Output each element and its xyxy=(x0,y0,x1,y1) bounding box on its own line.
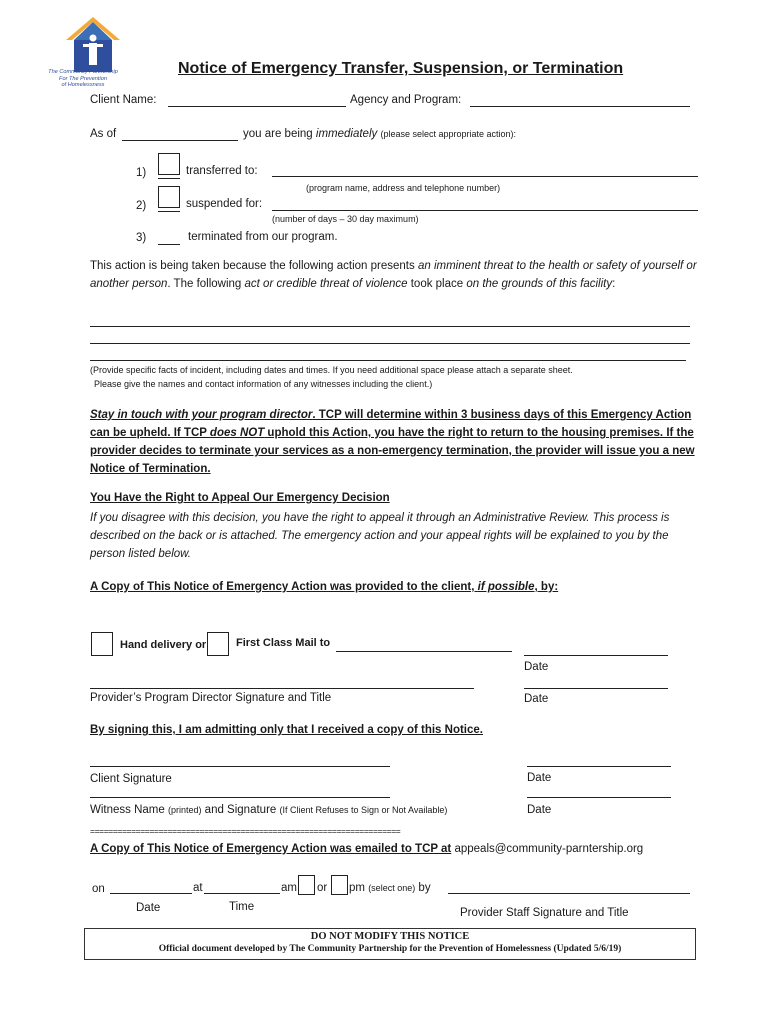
facts-note-2: Please give the names and contact information of any witnesses including the client.) xyxy=(94,379,433,389)
or-label: or xyxy=(317,882,328,894)
emailed-label: A Copy of This Notice of Emergency Action was emailed to TCP at xyxy=(90,843,452,855)
first-class-label: First Class Mail to xyxy=(236,637,331,649)
action-text-1: This action is being taken because the following action presents xyxy=(90,260,418,272)
immediately-text: immediately xyxy=(315,128,378,140)
option-2-label: suspended for: xyxy=(186,198,263,210)
stay-text-3: does NOT xyxy=(209,427,265,439)
client-date-field[interactable] xyxy=(527,766,671,767)
on-label: on xyxy=(92,883,105,895)
on-date-field[interactable] xyxy=(110,893,192,894)
being-text-row xyxy=(243,128,516,140)
as-of-label: As of xyxy=(90,128,117,140)
logo-line-3: of Homelessness xyxy=(61,82,105,88)
witness-date-label: Date xyxy=(527,804,552,816)
witness-text-3: and Signature xyxy=(201,804,280,816)
pm-label: pm xyxy=(349,882,365,894)
provider-signature-field[interactable] xyxy=(90,688,474,689)
time-label: Time xyxy=(229,901,255,913)
action-text-5: took place xyxy=(407,277,467,290)
select-action-text: (please select appropriate action): xyxy=(380,129,517,139)
facts-note-1: (Provide specific facts of incident, including dates and times. If you need additional space please attach a separate sheet. xyxy=(90,365,573,375)
stay-text-1: Stay in touch with your program director xyxy=(90,409,313,421)
emailed-row xyxy=(90,843,643,855)
provider-date-field[interactable] xyxy=(524,688,668,689)
client-date-label: Date xyxy=(527,772,552,784)
pm-checkbox[interactable] xyxy=(331,875,348,895)
provider-signature-label: Provider’s Program Director Signature and Title xyxy=(90,692,332,704)
provider-date-label: Date xyxy=(524,693,549,705)
at-time-field[interactable] xyxy=(204,893,280,894)
action-text-6: on the grounds of this facility xyxy=(466,277,613,290)
copy-heading-3: , by: xyxy=(534,581,559,593)
witness-label xyxy=(90,804,447,816)
being-text: you are being xyxy=(243,128,313,140)
stay-in-touch-paragraph xyxy=(90,406,700,478)
by-label: by xyxy=(418,882,431,894)
option-2-checkbox[interactable] xyxy=(158,186,180,208)
provider-staff-signature-field[interactable] xyxy=(448,893,690,894)
as-of-date-field[interactable] xyxy=(122,140,238,141)
witness-signature-field[interactable] xyxy=(90,797,390,798)
appeals-email: appeals@community-parntership.org xyxy=(454,843,644,855)
on-date-label: Date xyxy=(136,902,161,914)
action-text-3: . The following xyxy=(167,277,245,290)
separator: ==================================================================== xyxy=(90,826,401,836)
delivery-date-label: Date xyxy=(524,661,549,673)
house-person-logo-icon xyxy=(58,14,128,76)
action-text-2: an imminent threat to the health or safety of yourself or another person xyxy=(90,260,697,290)
am-label: am xyxy=(281,882,297,894)
copy-heading-1: A Copy of This Notice of Emergency Action was provided to the client, xyxy=(90,581,478,593)
footer-line-2: Official document developed by The Community Partnership for the Prevention of Homelessness (Updated 5/6/19) xyxy=(158,944,622,954)
option-3-check-field[interactable] xyxy=(158,244,180,245)
appeal-text: If you disagree with this decision, you have the right to appeal it through an Administrative Review. This process is described on the back or is attached. The emergency action and your appeal rights will be explained to you by the person listed below. xyxy=(90,512,670,560)
transfer-to-field[interactable] xyxy=(272,176,698,177)
facts-line-1[interactable] xyxy=(90,326,690,327)
copy-heading xyxy=(90,581,558,593)
hand-delivery-checkbox[interactable] xyxy=(91,632,113,656)
pm-row xyxy=(349,882,431,894)
option-1-box-underline xyxy=(158,178,180,179)
hand-delivery-label: Hand delivery or xyxy=(120,639,207,651)
agency-label: Agency and Program: xyxy=(350,94,462,106)
logo xyxy=(44,14,122,92)
suspended-for-field[interactable] xyxy=(272,210,698,211)
footer-line-1: DO NOT MODIFY THIS NOTICE xyxy=(310,931,470,942)
option-3-label: terminated from our program. xyxy=(188,231,338,243)
option-3-number: 3) xyxy=(136,232,147,244)
am-checkbox[interactable] xyxy=(298,875,315,895)
option-2-hint: (number of days – 30 day maximum) xyxy=(272,214,419,224)
delivery-date-field[interactable] xyxy=(524,655,668,656)
client-name-label: Client Name: xyxy=(90,94,157,106)
client-name-field[interactable] xyxy=(168,106,346,107)
select-one-text: (select one) xyxy=(368,883,416,893)
client-signature-field[interactable] xyxy=(90,766,390,767)
first-class-checkbox[interactable] xyxy=(207,632,229,656)
option-1-label: transferred to: xyxy=(186,165,258,177)
witness-text-4: (If Client Refuses to Sign or Not Available) xyxy=(279,805,448,815)
provider-staff-label: Provider Staff Signature and Title xyxy=(460,907,629,919)
option-1-checkbox[interactable] xyxy=(158,153,180,175)
mail-to-field[interactable] xyxy=(336,651,512,652)
agency-field[interactable] xyxy=(470,106,690,107)
copy-heading-2: if possible xyxy=(477,581,535,593)
witness-text-2: (printed) xyxy=(167,805,202,815)
action-text-colon: : xyxy=(612,277,616,290)
client-signature-label: Client Signature xyxy=(90,773,172,785)
facts-line-2[interactable] xyxy=(90,343,690,344)
witness-date-field[interactable] xyxy=(527,797,671,798)
option-1-hint: (program name, address and telephone number) xyxy=(306,183,501,193)
action-paragraph xyxy=(90,258,698,293)
appeal-heading: You Have the Right to Appeal Our Emergency Decision xyxy=(90,492,390,504)
option-2-box-underline xyxy=(158,211,180,212)
option-2-number: 2) xyxy=(136,200,147,212)
signing-heading: By signing this, I am admitting only that I received a copy of this Notice. xyxy=(90,724,483,736)
logo-line-2: For The Prevention xyxy=(59,75,107,82)
page-title: Notice of Emergency Transfer, Suspension, or Termination xyxy=(178,60,624,77)
option-1-number: 1) xyxy=(136,167,147,179)
action-text-4: act or credible threat of violence xyxy=(244,277,408,290)
witness-text-1: Witness Name xyxy=(90,804,168,816)
stay-text-2: . TCP will determine within 3 business days of this Emergency Action can be upheld. If TCP xyxy=(90,409,692,439)
at-label: at xyxy=(193,882,203,894)
logo-line-1: The Community Partnership xyxy=(48,69,118,75)
stay-text-4: uphold this Action, you have the right to return to the housing premises. If the provider decides to terminate your services as a non-emergency termination, the provider will issue you a new Notice of Termination. xyxy=(90,427,695,475)
facts-line-3[interactable] xyxy=(90,360,686,361)
footer-notice xyxy=(84,928,696,960)
